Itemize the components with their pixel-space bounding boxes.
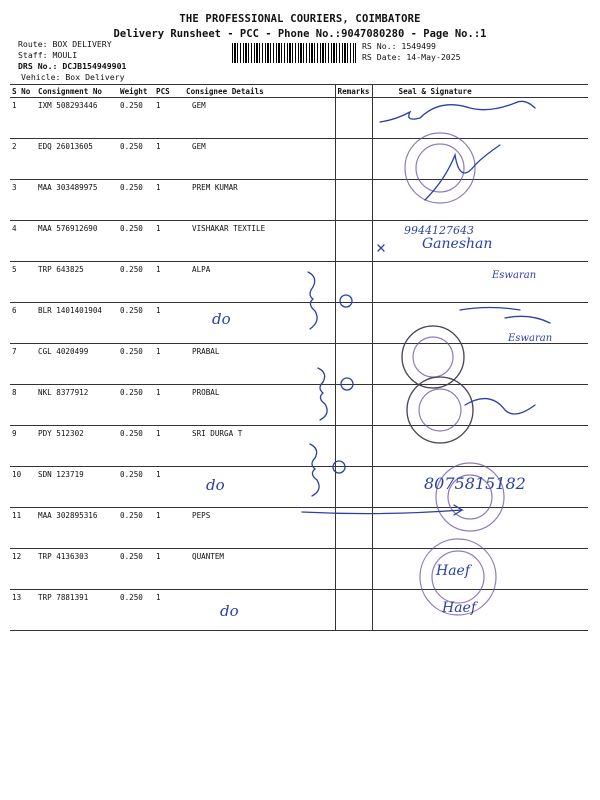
cell-signature [372, 262, 588, 303]
cell-remarks [335, 221, 372, 262]
cell-remarks [335, 426, 372, 467]
cell-remarks [335, 180, 372, 221]
table-row [10, 344, 588, 385]
cell-consignment: IXM 508293446 [36, 98, 118, 139]
cell-weight: 0.250 [118, 98, 154, 139]
cell-signature [372, 303, 588, 344]
cell-sno: 11 [10, 508, 36, 549]
ditto-mark: do [220, 602, 239, 620]
cell-consignee: ALPA [184, 262, 335, 303]
rs-date: RS Date: 14-May-2025 [362, 52, 461, 62]
col-remarks: Remarks [335, 85, 372, 98]
cell-pcs: 1 [154, 180, 184, 221]
cell-signature [372, 98, 588, 139]
cell-remarks [335, 508, 372, 549]
company-title: THE PROFESSIONAL COURIERS, COIMBATORE [179, 13, 421, 25]
cell-consignee: PREM KUMAR [184, 180, 335, 221]
table-row [10, 426, 588, 467]
cell-weight: 0.250 [118, 590, 154, 631]
cell-sno: 12 [10, 549, 36, 590]
cell-sno: 8 [10, 385, 36, 426]
cell-consignment: MAA 303489975 [36, 180, 118, 221]
cell-pcs: 1 [154, 303, 184, 344]
col-consignee: Consignee Details [184, 85, 335, 98]
cell-consignee: GEM [184, 139, 335, 180]
table-row [10, 385, 588, 426]
cell-consignee [184, 303, 335, 344]
cell-pcs: 1 [154, 426, 184, 467]
table-header [10, 85, 588, 98]
cell-signature [372, 385, 588, 426]
cell-consignee: PROBAL [184, 385, 335, 426]
cell-consignee: QUANTEM [184, 549, 335, 590]
cell-pcs: 1 [154, 262, 184, 303]
cell-pcs: 1 [154, 467, 184, 508]
cell-remarks [335, 549, 372, 590]
col-signature-label: Seal & Signature [398, 86, 472, 96]
runsheet-table [10, 84, 588, 631]
route-info [18, 39, 126, 83]
handwritten-signature: Haef [436, 563, 471, 579]
cell-remarks [335, 344, 372, 385]
cell-weight: 0.250 [118, 262, 154, 303]
cell-pcs: 1 [154, 385, 184, 426]
cell-consignment: MAA 302895316 [36, 508, 118, 549]
cell-weight: 0.250 [118, 385, 154, 426]
cell-weight: 0.250 [118, 508, 154, 549]
table-row [10, 508, 588, 549]
ditto-mark: do [212, 310, 231, 328]
cell-sno: 7 [10, 344, 36, 385]
table-row [10, 180, 588, 221]
table-row [10, 262, 588, 303]
table-row [10, 221, 588, 262]
cell-consignee: VISHAKAR TEXTILE [184, 221, 335, 262]
cell-signature [372, 344, 588, 385]
table-row [10, 139, 588, 180]
cell-sno: 9 [10, 426, 36, 467]
cell-sno: 5 [10, 262, 36, 303]
barcode [232, 43, 356, 63]
cell-consignment: TRP 7881391 [36, 590, 118, 631]
cell-sno: 4 [10, 221, 36, 262]
cell-consignee [184, 590, 335, 631]
cell-weight: 0.250 [118, 303, 154, 344]
table-row [10, 303, 588, 344]
cell-pcs: 1 [154, 221, 184, 262]
cell-signature [372, 139, 588, 180]
cell-remarks [335, 98, 372, 139]
cell-sno: 6 [10, 303, 36, 344]
cell-consignee: PEPS [184, 508, 335, 549]
cell-signature [372, 590, 588, 631]
cell-signature [372, 508, 588, 549]
cell-sno: 2 [10, 139, 36, 180]
cell-sno: 10 [10, 467, 36, 508]
handwritten-name: Eswaran [508, 333, 553, 344]
rs-info [362, 41, 461, 63]
cell-consignment: TRP 4136303 [36, 549, 118, 590]
cell-consignment: NKL 8377912 [36, 385, 118, 426]
cell-weight: 0.250 [118, 221, 154, 262]
cell-weight: 0.250 [118, 549, 154, 590]
rs-number: RS No.: 1549499 [362, 41, 436, 51]
staff: Staff: MOULI [18, 50, 78, 60]
col-sno: S No [10, 85, 36, 98]
col-weight: Weight [118, 85, 154, 98]
cell-weight: 0.250 [118, 426, 154, 467]
cell-pcs: 1 [154, 549, 184, 590]
cell-pcs: 1 [154, 344, 184, 385]
cell-remarks [335, 590, 372, 631]
route: Route: BOX DELIVERY [18, 39, 112, 49]
cell-consignee: PRABAL [184, 344, 335, 385]
cell-consignee: GEM [184, 98, 335, 139]
cell-consignment: TRP 643825 [36, 262, 118, 303]
table-row [10, 590, 588, 631]
col-consignment: Consignment No [36, 85, 118, 98]
cell-consignment: EDQ 26013605 [36, 139, 118, 180]
cell-sno: 1 [10, 98, 36, 139]
vehicle: Vehicle: Box Delivery [21, 72, 125, 82]
cell-remarks [335, 467, 372, 508]
cell-pcs: 1 [154, 590, 184, 631]
cell-sno: 3 [10, 180, 36, 221]
cell-weight: 0.250 [118, 180, 154, 221]
table-row [10, 98, 588, 139]
col-pcs: PCS [154, 85, 184, 98]
handwritten-phone: 9944127643 [404, 224, 474, 237]
cell-consignment: CGL 4020499 [36, 344, 118, 385]
handwritten-phone: 8075815182 [424, 474, 526, 493]
cell-remarks [335, 262, 372, 303]
handwritten-name: Ganeshan [422, 236, 493, 252]
cell-sno: 13 [10, 590, 36, 631]
cell-weight: 0.250 [118, 467, 154, 508]
drs-number: DRS No.: DCJB154949901 [18, 61, 127, 71]
col-signature [372, 85, 588, 98]
cell-consignee: SRI DURGA T [184, 426, 335, 467]
handwritten-name: Eswaran [492, 270, 537, 281]
handwritten-signature: Haef [442, 600, 477, 616]
cell-consignment: BLR 1401401904 [36, 303, 118, 344]
cell-weight: 0.250 [118, 344, 154, 385]
cell-consignment: SDN 123719 [36, 467, 118, 508]
cell-consignment: PDY 512302 [36, 426, 118, 467]
cell-consignment: MAA 576912690 [36, 221, 118, 262]
cell-remarks [335, 385, 372, 426]
cell-signature [372, 426, 588, 467]
cell-remarks [335, 303, 372, 344]
cell-pcs: 1 [154, 98, 184, 139]
ditto-mark: do [206, 476, 225, 494]
cell-pcs: 1 [154, 508, 184, 549]
cell-weight: 0.250 [118, 139, 154, 180]
runsheet-subtitle: Delivery Runsheet - PCC - Phone No.:9047080280 - Page No.:1 [113, 28, 487, 40]
cell-remarks [335, 139, 372, 180]
cell-signature [372, 180, 588, 221]
cell-signature [372, 549, 588, 590]
cell-pcs: 1 [154, 139, 184, 180]
table-row [10, 549, 588, 590]
